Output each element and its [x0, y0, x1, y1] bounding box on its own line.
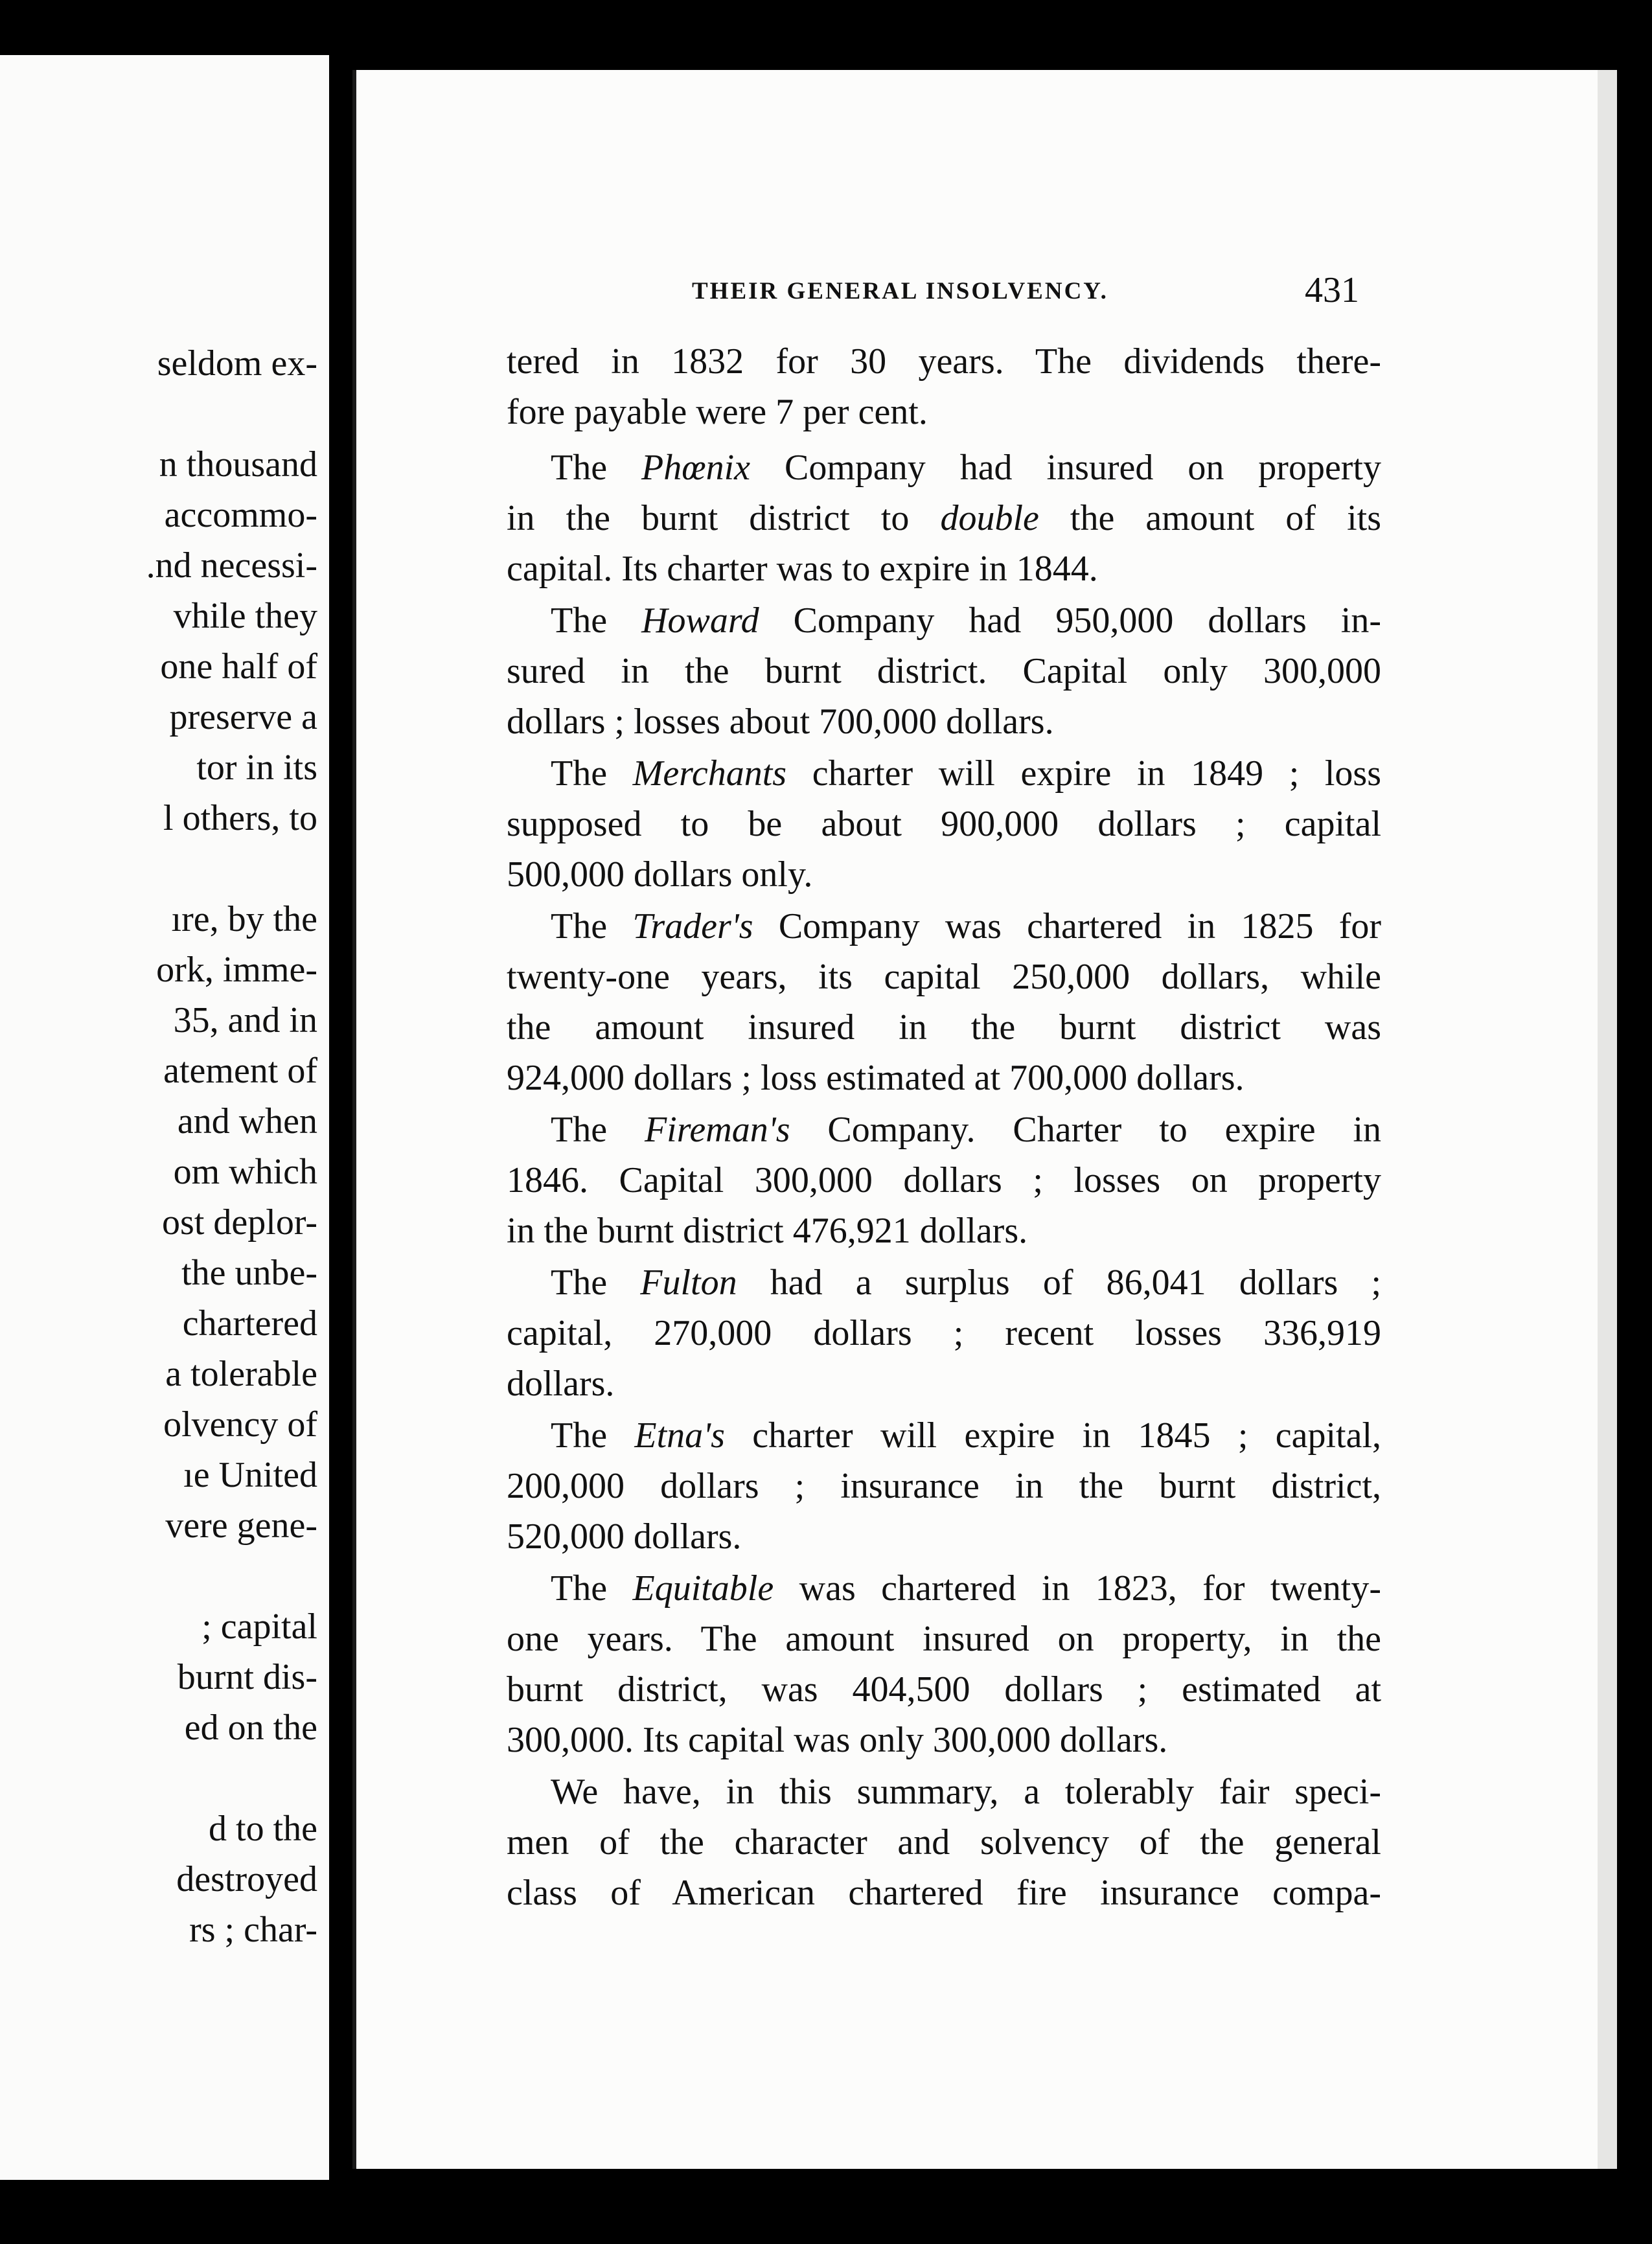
page-edge [1598, 70, 1617, 2169]
body-line: class of American chartered fire insurance compa- [507, 1873, 1381, 1913]
body-line: in the burnt district 476,921 dollars. [507, 1211, 1028, 1251]
left-page-line: d to the [209, 1809, 317, 1849]
body-line: The Merchants charter will expire in 1849 ; loss [551, 753, 1382, 794]
left-page [0, 55, 329, 2180]
left-page-line: seldom ex- [157, 343, 317, 384]
left-page-line: vhile they [173, 596, 317, 636]
left-page-line: vere gene- [165, 1506, 317, 1546]
body-line: 300,000. Its capital was only 300,000 dollars. [507, 1720, 1168, 1760]
body-line: 1846. Capital 300,000 dollars ; losses on property [507, 1160, 1381, 1200]
body-line: capital. Its charter was to expire in 1844. [507, 549, 1098, 589]
body-line: 924,000 dollars ; loss estimated at 700,000 dollars. [507, 1058, 1245, 1098]
body-line: men of the character and solvency of the general [507, 1822, 1381, 1862]
left-page-line: burnt dis- [177, 1657, 317, 1697]
body-line: The Fulton had a surplus of 86,041 dollars ; [551, 1263, 1382, 1303]
body-line: We have, in this summary, a tolerably fair speci- [551, 1772, 1381, 1812]
body-line: The Howard Company had 950,000 dollars in- [551, 601, 1381, 641]
left-page-line: ; capital [201, 1607, 317, 1647]
left-page-line: om which [173, 1152, 317, 1192]
body-line: fore payable were 7 per cent. [507, 392, 928, 432]
left-page-line: destroyed [176, 1859, 317, 1899]
left-page-line: preserve a [169, 697, 317, 737]
body-line: 200,000 dollars ; insurance in the burnt district, [507, 1466, 1381, 1506]
body-line: the amount insured in the burnt district was [507, 1007, 1381, 1048]
left-page-line: one half of [160, 647, 317, 687]
page-gutter [329, 55, 352, 2180]
page-number: 431 [1305, 270, 1359, 310]
body-line: 500,000 dollars only. [507, 854, 813, 895]
body-line: dollars ; losses about 700,000 dollars. [507, 702, 1054, 742]
body-line: The Phœnix Company had insured on property [551, 448, 1382, 488]
left-page-line: chartered [182, 1303, 317, 1344]
left-page-line: ıe United [183, 1455, 317, 1495]
left-page-line: ost deplor- [162, 1202, 317, 1242]
left-page-line: ork, imme- [156, 950, 317, 990]
body-line: one years. The amount insured on property, in the [507, 1619, 1381, 1659]
left-page-line: atement of [163, 1051, 317, 1091]
body-line: The Equitable was chartered in 1823, for twenty- [551, 1568, 1381, 1609]
left-page-line: n thousand [159, 444, 317, 485]
body-line: burnt district, was 404,500 dollars ; estimated at [507, 1669, 1381, 1710]
left-page-line: tor in its [196, 748, 317, 788]
body-line: The Etna's charter will expire in 1845 ; capital, [551, 1415, 1381, 1456]
left-page-line: l others, to [163, 798, 317, 838]
body-line: The Fireman's Company. Charter to expire in [551, 1110, 1381, 1150]
left-page-line: ıre, by the [171, 899, 317, 939]
left-page-line: ed on the [184, 1708, 317, 1748]
body-line: in the burnt district to double the amount of its [507, 498, 1381, 538]
left-page-line: and when [177, 1101, 317, 1141]
body-line: twenty-one years, its capital 250,000 dollars, while [507, 957, 1381, 997]
body-line: capital, 270,000 dollars ; recent losses 336,919 [507, 1313, 1381, 1353]
running-header: THEIR GENERAL INSOLVENCY. [692, 278, 1108, 304]
left-page-line: accommo- [164, 495, 317, 535]
body-line: 520,000 dollars. [507, 1517, 742, 1557]
left-page-line: 35, and in [173, 1000, 317, 1040]
left-page-line: olvency of [163, 1404, 317, 1445]
left-page-line: a tolerable [165, 1354, 317, 1394]
body-line: The Trader's Company was chartered in 1825 for [551, 906, 1381, 946]
body-line: supposed to be about 900,000 dollars ; capital [507, 804, 1381, 844]
body-line: sured in the burnt district. Capital only 300,000 [507, 651, 1381, 691]
left-page-line: rs ; char- [189, 1910, 317, 1950]
body-line: dollars. [507, 1364, 615, 1404]
body-line: tered in 1832 for 30 years. The dividends there- [507, 341, 1381, 382]
left-page-line: the unbe- [181, 1253, 317, 1293]
left-page-line: .nd necessi- [146, 545, 317, 586]
